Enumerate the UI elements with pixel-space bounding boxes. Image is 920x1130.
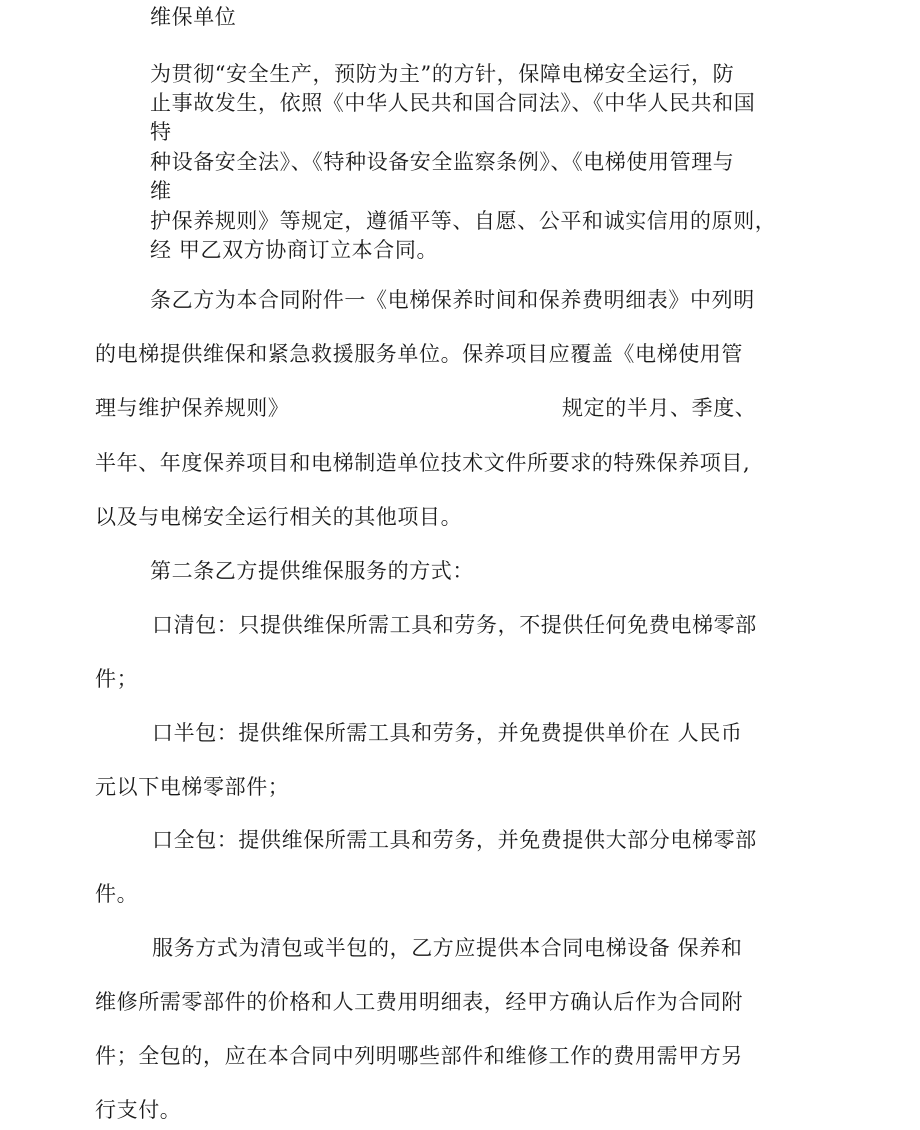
text-line: 维修所需零部件的价格和人工费用明细表，经甲方确认后作为合同附 [95,990,743,1014]
text-line: 以及与电梯安全运行相关的其他项目。 [95,505,463,529]
text-line: 为贯彻“安全生产，预防为主”的方针，保障电梯安全运行，防 [150,62,735,86]
text-line: 口半包：提供维保所需工具和劳务，并免费提供单价在 人民币 [152,721,743,745]
text-line: 维保单位 [150,5,237,29]
text-line: 口清包：只提供维保所需工具和劳务，不提供任何免费电梯零部 [152,613,757,637]
text-line: 特 [150,120,172,144]
text-line: 止事故发生，依照《中华人民共和国合同法》、《中华人民共和国 [150,91,756,115]
text-line: 的电梯提供维保和紧急救援服务单位。保养项目应覆盖《电梯使用管 [95,342,743,366]
text-line: 口全包：提供维保所需工具和劳务，并免费提供大部分电梯零部 [152,828,757,852]
text-line: 服务方式为清包或半包的，乙方应提供本合同电梯设备 保养和 [152,936,743,960]
text-line: 护保养规则》等规定，遵循平等、自愿、公平和诚实信用的原则， [150,209,777,233]
text-line: 种设备安全法》、《特种设备安全监察条例》、《电梯使用管理与 [150,150,735,174]
text-line: 件； [95,667,139,691]
text-line: 第二条乙方提供维保服务的方式： [150,559,474,583]
text-line: 经 甲乙双方协商订立本合同。 [150,238,439,262]
text-line: 件。 [95,882,139,906]
text-line: 条乙方为本合同附件一《电梯保养时间和保养费明细表》中列明 [150,288,755,312]
text-line: 理与维护保养规则》 [95,396,290,420]
text-line: 行支付。 [95,1098,182,1122]
text-line: 维 [150,179,172,203]
text-line: 规定的半月、季度、 [562,396,757,420]
text-line: 半年、年度保养项目和电梯制造单位技术文件所要求的特殊保养项目, [95,451,751,475]
text-line: 件；全包的，应在本合同中列明哪些部件和维修工作的费用需甲方另 [95,1044,743,1068]
text-line: 元以下电梯零部件； [95,775,290,799]
